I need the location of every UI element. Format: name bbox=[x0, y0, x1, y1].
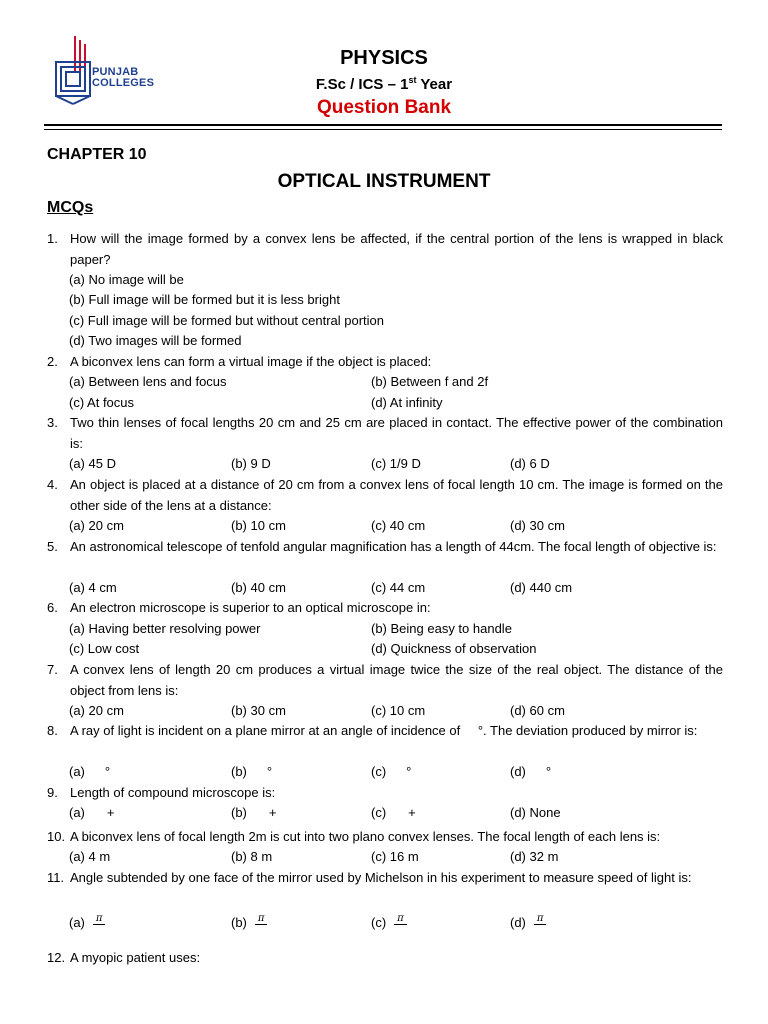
question-9 bbox=[47, 783, 723, 804]
question-11 bbox=[47, 868, 723, 889]
option-b: (b) ° bbox=[231, 762, 272, 783]
option-a: (a) 45 D bbox=[69, 456, 116, 471]
option-d: (d) 32 m bbox=[510, 849, 559, 864]
question-1 bbox=[47, 229, 723, 270]
degree-symbol: ° bbox=[406, 764, 412, 779]
chapter-heading: CHAPTER 10 bbox=[47, 146, 147, 163]
question-text: A myopic patient uses: bbox=[70, 950, 201, 965]
question-text: A ray of light is incident on a plane mirror at an angle of incidence of °. The deviation produced by mirror is: bbox=[70, 723, 698, 738]
question-number: 1. bbox=[47, 231, 58, 246]
option-d: (d) π bbox=[510, 913, 546, 934]
question-number: 10. bbox=[47, 829, 66, 844]
question-number: 8. bbox=[47, 723, 58, 738]
option-d: (d) Two images will be formed bbox=[69, 333, 242, 348]
option-b: (b) 9 D bbox=[231, 456, 271, 471]
option-a: (a) ° bbox=[69, 762, 110, 783]
option-c: (c) 1/9 D bbox=[371, 456, 421, 471]
question-10 bbox=[47, 827, 723, 848]
question-text: A biconvex lens can form a virtual image if the object is placed: bbox=[70, 354, 432, 369]
question-2 bbox=[47, 352, 723, 373]
question-number: 3. bbox=[47, 415, 58, 430]
option-b: (b) 40 cm bbox=[231, 580, 286, 595]
question-number: 5. bbox=[47, 539, 58, 554]
option-b: (b) 8 m bbox=[231, 849, 273, 864]
option-b: (b) + bbox=[231, 803, 276, 824]
option-d: (d) At infinity bbox=[371, 395, 443, 410]
option-a: (a) 4 m bbox=[69, 849, 111, 864]
question-text: Two thin lenses of focal lengths 20 cm and 25 cm are placed in contact. The effective power of the combination is: bbox=[70, 415, 723, 451]
subject-title: PHYSICS bbox=[340, 47, 428, 69]
option-c: (c) 10 cm bbox=[371, 703, 426, 718]
option-b: (b) Between f and 2f bbox=[371, 374, 489, 389]
plus-symbol: + bbox=[268, 805, 277, 820]
option-b: (b) Full image will be formed but it is less bright bbox=[69, 292, 340, 307]
question-text: A convex lens of length 20 cm produces a virtual image twice the size of the real object. The distance of the object from lens is: bbox=[70, 662, 723, 698]
header-divider-thin bbox=[44, 129, 722, 130]
option-c: (c) 16 m bbox=[371, 849, 419, 864]
option-d: (d) Quickness of observation bbox=[371, 641, 537, 656]
option-d: (d) 60 cm bbox=[510, 703, 565, 718]
option-a: (a) + bbox=[69, 803, 114, 824]
option-d: (d) None bbox=[510, 805, 561, 820]
pi-fraction: π bbox=[394, 914, 407, 933]
option-b: (b) 10 cm bbox=[231, 518, 286, 533]
pi-fraction: π bbox=[534, 914, 547, 933]
option-b: (b) π bbox=[231, 913, 267, 934]
option-c: (c) Full image will be formed but without central portion bbox=[69, 313, 385, 328]
option-a: (a) 4 cm bbox=[69, 580, 117, 595]
option-b: (b) 30 cm bbox=[231, 703, 286, 718]
pi-fraction: π bbox=[255, 914, 268, 933]
option-a: (a) π bbox=[69, 913, 105, 934]
class-level: F.Sc / ICS – 1st Year bbox=[315, 75, 453, 93]
question-text: Length of compound microscope is: bbox=[70, 785, 276, 800]
plus-symbol: + bbox=[106, 805, 115, 820]
degree-symbol: ° bbox=[104, 764, 111, 779]
question-number: 4. bbox=[47, 477, 58, 492]
option-d: (d) 30 cm bbox=[510, 518, 565, 533]
logo-text: PUNJAB COLLEGES bbox=[92, 66, 155, 89]
header-divider bbox=[44, 124, 722, 126]
option-c: (c) 44 cm bbox=[371, 580, 426, 595]
question-text: Angle subtended by one face of the mirror used by Michelson in his experiment to measure speed of light is: bbox=[70, 870, 692, 885]
question-text: A biconvex lens of focal length 2m is cut into two plano convex lenses. The focal length of each lens is: bbox=[70, 829, 661, 844]
question-12 bbox=[47, 948, 723, 969]
question-6 bbox=[47, 598, 723, 619]
degree-symbol: ° bbox=[545, 764, 552, 779]
question-text: An astronomical telescope of tenfold angular magnification has a length of 44cm. The focal length of objective is: bbox=[70, 539, 717, 554]
option-c: (c) At focus bbox=[69, 395, 135, 410]
question-text: An object is placed at a distance of 20 cm from a convex lens of focal length 10 cm. The image is formed on the other side of the lens at a distance: bbox=[70, 477, 723, 513]
option-c: (c) ° bbox=[371, 762, 411, 783]
option-d: (d) ° bbox=[510, 762, 551, 783]
option-a: (a) Between lens and focus bbox=[69, 374, 227, 389]
question-3 bbox=[47, 413, 723, 454]
question-number: 9. bbox=[47, 785, 58, 800]
option-a: (a) Having better resolving power bbox=[69, 621, 261, 636]
question-number: 2. bbox=[47, 354, 58, 369]
option-a: (a) No image will be bbox=[69, 272, 184, 287]
option-a: (a) 20 cm bbox=[69, 518, 124, 533]
question-7 bbox=[47, 660, 723, 701]
question-text: An electron microscope is superior to an optical microscope in: bbox=[70, 600, 431, 615]
pi-fraction: π bbox=[93, 914, 106, 933]
option-a: (a) 20 cm bbox=[69, 703, 124, 718]
degree-symbol: ° bbox=[266, 764, 273, 779]
question-4 bbox=[47, 475, 723, 516]
question-8 bbox=[47, 721, 723, 742]
option-d: (d) 6 D bbox=[510, 456, 550, 471]
option-b: (b) Being easy to handle bbox=[371, 621, 512, 636]
option-c: (c) Low cost bbox=[69, 641, 140, 656]
question-number: 7. bbox=[47, 662, 58, 677]
plus-symbol: + bbox=[408, 805, 416, 820]
question-bank-title: Question Bank bbox=[316, 97, 452, 118]
question-number: 11. bbox=[47, 870, 65, 885]
question-number: 12. bbox=[47, 950, 66, 965]
section-heading: MCQs bbox=[47, 199, 94, 216]
option-d: (d) 440 cm bbox=[510, 580, 573, 595]
question-5 bbox=[47, 537, 723, 558]
question-text: How will the image formed by a convex lens be affected, if the central portion of the lens is wrapped in black paper? bbox=[70, 231, 723, 267]
page-header bbox=[0, 0, 768, 135]
option-c: (c) 40 cm bbox=[371, 518, 426, 533]
question-number: 6. bbox=[47, 600, 58, 615]
option-c: (c) + bbox=[371, 803, 416, 824]
topic-heading: OPTICAL INSTRUMENT bbox=[277, 171, 491, 192]
option-c: (c) π bbox=[371, 913, 407, 934]
